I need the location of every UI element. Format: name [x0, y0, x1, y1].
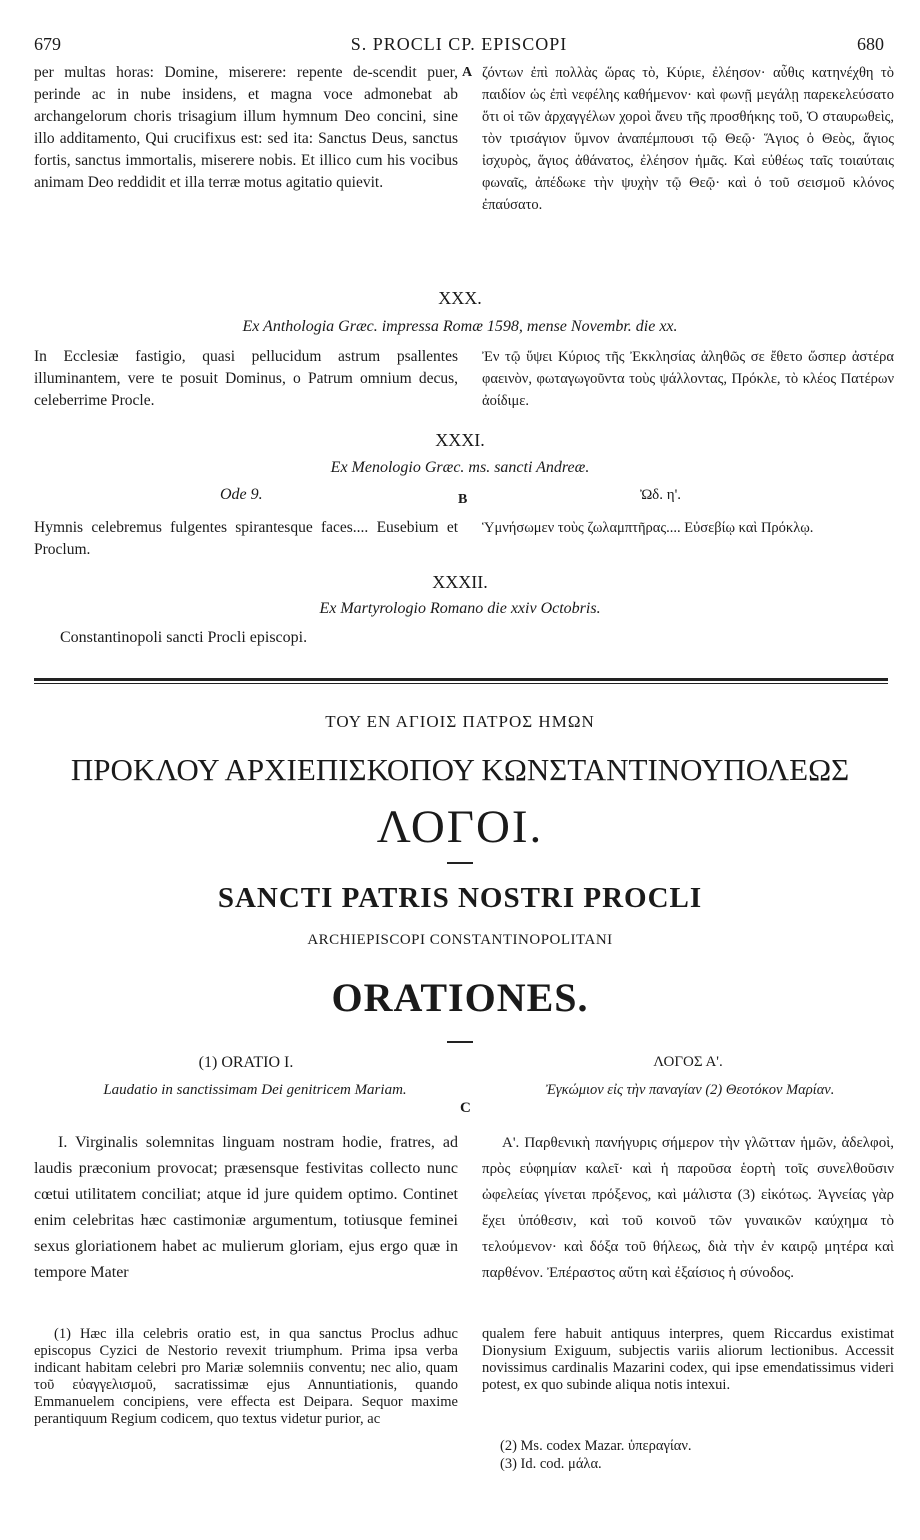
footnote-2: (2) Ms. codex Mazar. ὑπεραγίαν. — [500, 1438, 692, 1454]
section-xxx-greek: Ἐν τῷ ὕψει Κύριος τῆς Ἐκκλησίας ἀληθῶς σε ἔθετο ὥσπερ ἀστέρα φαεινὸν, φωταγωγοῦντα τοὺς ψάλλοντας, Πρόκλε, τὸ κλέος Πατέρων ἀοίδιμε. — [482, 349, 894, 409]
top-greek-text: ζόντων ἐπὶ πολλὰς ὥρας τὸ, Κύριε, ἐλέησον· αὖθις κατηνέχθη τὸ παιδίον ὡς ἐπὶ νεφέλης καθήμενον· καὶ φωνῇ μεγάλῃ παρεκελεύσατο ὅτι οἱ τῶν ἀρχαγγέλων χοροὶ ἄνευ τῆς προσθήκης τοῦ, Ὁ σταυρωθεὶς, τὸν τρισάγιον ὕμνον ἀναπέμπουσι τῷ Θεῷ· Ἅγιος ὁ Θεὸς, ἅγιος ἰσχυρὸς, ἅγιος ἀθάνατος, ἐλέησον ἡμᾶς. Καὶ εὐθέως ταῖς τοιαύταις φωναῖς, ἀπέδωκε τὴν ψυχὴν τῷ Θεῷ· καὶ ὁ τοῦ σεισμοῦ κλόνος ἐπαύσατο. — [482, 65, 894, 213]
ode-latin-label: Ode 9. — [220, 486, 263, 503]
section-xxxii-text: Constantinopoli sancti Procli episcopi. — [60, 629, 308, 646]
title-greek-line-1: ΤΟΥ ΕΝ ΑΓΙΟΙΣ ΠΑΤΡΟΣ ΗΜΩΝ — [325, 712, 595, 731]
title-latin-line-3: ORATIONES. — [331, 975, 589, 1020]
section-xxx-latin: In Ecclesiæ fastigio, quasi pellucidum astrum psallentes illuminantem, vere te posuit Dominus, o Patrum omnium decus, celeberrime Procle. — [34, 348, 458, 409]
footnote-1: (1) Hæc illa celebris oratio est, in qua sanctus Proclus adhuc episcopus Cyzici de Nestorio revexit triumphum. Prima ipsa verba indicant habitam celebri pro Mariæ solemniis conventu; nec alio, quam τοῦ εὐαγγελισμοῦ, sacratissimæ ejus Annuntiationis, quando Emmanuelem concipiens, vere effecta est Deipara. Sequor maxime perantiquum Regium codicem, quo textus videtur purior, ac — [34, 1326, 458, 1427]
section-xxxii-source: Ex Martyrologio Romano die xxiv Octobris. — [319, 600, 601, 617]
section-xxxi-source: Ex Menologio Græc. ms. sancti Andreæ. — [330, 459, 590, 476]
margin-marker-c: C — [460, 1100, 471, 1116]
footnote-1-continued: qualem fere habuit antiquus interpres, quem Riccardus existimat Dionysium Exiguum, subjectis variis aliorum lectionibus. Accessit novissimus cardinalis Mazarini codex, qui ipse emendatissimus videri potest, ex quo subinde aliqua notis intexui. — [482, 1326, 894, 1393]
footnote-3: (3) Id. cod. μάλα. — [500, 1456, 602, 1472]
page-number-right: 680 — [857, 34, 884, 54]
title-latin-line-2: ARCHIEPISCOPI CONSTANTINOPOLITANI — [307, 932, 613, 948]
title-greek-line-2: ΠΡΟΚΛΟΥ ΑΡΧΙΕΠΙΣΚΟΠΟΥ ΚΩΝΣΤΑΝΤΙΝΟΥΠΟΛΕΩΣ — [70, 752, 850, 787]
running-header — [34, 34, 884, 56]
top-latin-text: per multas horas: Domine, miserere: repente de-scendit puer, perinde ac in nube insidens, et magna voce admonebat ab archangelorum choris trisagium illum hymnum Deo concini, sine illo additamento, Qui crucifixus est: sed ita: Sanctus Deus, sanctus fortis, sanctus immortalis, miserere nobis. Et illico cum his vocibus animam Deo reddidit et illa terræ motus agitatio quievit. — [34, 64, 458, 191]
title-latin-line-1: SANCTI PATRIS NOSTRI PROCLI — [217, 882, 703, 914]
ode-greek-label: Ὠδ. η'. — [640, 487, 682, 503]
running-title: S. PROCLI CP. EPISCOPI — [350, 34, 568, 54]
section-xxx-source: Ex Anthologia Græc. impressa Romæ 1598, mense Novembr. die xx. — [242, 318, 678, 335]
section-xxxi-greek: Ὑμνήσωμεν τοὺς ζωλαμπτῆρας.... Εὐσεβίῳ καὶ Πρόκλῳ. — [482, 520, 814, 536]
margin-marker-a: A — [462, 65, 473, 80]
title-dash-1 — [447, 862, 473, 864]
section-divider-rule — [34, 678, 888, 684]
margin-marker-b: B — [458, 492, 468, 507]
oratio-latin-heading: (1) ORATIO I. — [198, 1054, 294, 1071]
oratio-greek-body: Α'. Παρθενικὴ πανήγυρις σήμερον τὴν γλῶτταν ἡμῶν, ἀδελφοὶ, πρὸς εὐφημίαν καλεῖ· καὶ ἡ παροῦσα ἑορτὴ τοῖς συνελθοῦσιν ὠφελείας γίνεται πρόξενος, καὶ μάλιστα (3) εἰκότως. Ἁγνείας γὰρ ἔχει ὑπόθεσιν, καὶ τοῦ κοινοῦ τῶν γυναικῶν καύχημα τὸ τελούμενον· καὶ δόξα τοῦ θήλεως, διὰ τὴν ἐν καιρῷ μητέρα καὶ παρθένον. Ἐπέραστος αὕτη καὶ ἐξαίσιος ἡ σύνοδος. — [482, 1135, 894, 1281]
section-xxx-numeral: XXX. — [438, 288, 482, 308]
section-xxxii-numeral: XXXII. — [432, 572, 488, 592]
section-xxxi-latin: Hymnis celebremus fulgentes spirantesque faces.... Eusebium et Proclum. — [34, 519, 458, 558]
oratio-latin-body: I. Virginalis solemnitas linguam nostram hodie, fratres, ad laudis præconium provocat; præsensque festivitas collecto nunc cœtui utilitatem conciliat; atque id jure quidem optimo. Continet enim celebritas hæc castimoniæ argumentum, totiusque feminei sexus gloriationem habet ac mulierum gloriam, ejus ergo quæ in tempore Mater — [34, 1134, 458, 1281]
section-xxxi-numeral: XXXI. — [435, 430, 485, 450]
title-greek-line-3: ΛΟΓΟΙ. — [376, 801, 544, 853]
title-dash-2 — [447, 1041, 473, 1043]
oratio-greek-subtitle: Ἐγκώμιον εἰς τὴν παναγίαν (2) Θεοτόκον Μαρίαν. — [545, 1082, 835, 1098]
oratio-latin-subtitle: Laudatio in sanctissimam Dei genitricem Mariam. — [103, 1082, 407, 1098]
oratio-greek-heading: ΛΟΓΟΣ Α'. — [653, 1054, 723, 1070]
page-number-left: 679 — [34, 34, 61, 54]
